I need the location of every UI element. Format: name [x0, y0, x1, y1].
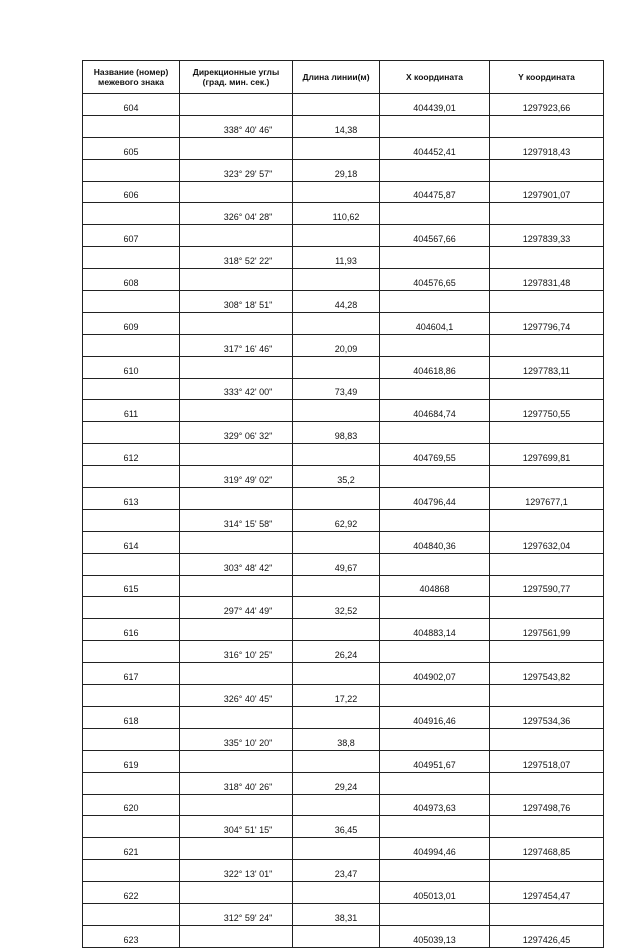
- point-name-cell: 604: [83, 94, 180, 116]
- y-coordinate-cell: 1297699,81: [490, 444, 604, 466]
- point-name-cell: [83, 115, 180, 137]
- direction-angle-cell: 338° 40' 46": [180, 115, 293, 137]
- direction-angle-cell: [180, 225, 293, 247]
- x-coordinate-cell: [380, 816, 490, 838]
- table-row-segment: [83, 291, 604, 313]
- y-coordinate-cell: [490, 597, 604, 619]
- direction-angle-cell: 322° 13' 01": [180, 860, 293, 882]
- y-coordinate-cell: 1297923,66: [490, 94, 604, 116]
- table-row-point: [83, 794, 604, 816]
- y-coordinate-cell: 1297454,47: [490, 882, 604, 904]
- y-coordinate-cell: 1297543,82: [490, 663, 604, 685]
- direction-angle-cell: 312° 59' 24": [180, 903, 293, 925]
- x-coordinate-cell: 404796,44: [380, 488, 490, 510]
- direction-angle-cell: 335° 10' 20": [180, 728, 293, 750]
- x-coordinate-cell: [380, 641, 490, 663]
- line-length-cell: 26,24: [293, 641, 380, 663]
- direction-angle-cell: 318° 40' 26": [180, 772, 293, 794]
- point-name-cell: [83, 509, 180, 531]
- point-name-cell: 609: [83, 312, 180, 334]
- point-name-cell: [83, 772, 180, 794]
- line-length-cell: 36,45: [293, 816, 380, 838]
- point-name-cell: 617: [83, 663, 180, 685]
- table-row-segment: [83, 378, 604, 400]
- y-coordinate-cell: [490, 422, 604, 444]
- x-coordinate-cell: 405039,13: [380, 925, 490, 947]
- x-coordinate-cell: 404475,87: [380, 181, 490, 203]
- table-row-point: [83, 181, 604, 203]
- point-name-cell: 621: [83, 838, 180, 860]
- line-length-cell: 49,67: [293, 553, 380, 575]
- line-length-cell: [293, 137, 380, 159]
- direction-angle-cell: [180, 619, 293, 641]
- point-name-cell: [83, 816, 180, 838]
- y-coordinate-cell: [490, 247, 604, 269]
- point-name-cell: 613: [83, 488, 180, 510]
- point-name-cell: [83, 334, 180, 356]
- x-coordinate-cell: [380, 247, 490, 269]
- table-row-segment: [83, 903, 604, 925]
- y-coordinate-cell: [490, 816, 604, 838]
- point-name-cell: 611: [83, 400, 180, 422]
- table-row-segment: [83, 641, 604, 663]
- x-coordinate-cell: 404439,01: [380, 94, 490, 116]
- point-name-cell: 612: [83, 444, 180, 466]
- table-row-point: [83, 94, 604, 116]
- x-coordinate-cell: 404618,86: [380, 356, 490, 378]
- y-coordinate-cell: 1297839,33: [490, 225, 604, 247]
- x-coordinate-cell: [380, 509, 490, 531]
- direction-angle-cell: [180, 356, 293, 378]
- x-coordinate-cell: [380, 203, 490, 225]
- point-name-cell: [83, 903, 180, 925]
- y-coordinate-cell: 1297561,99: [490, 619, 604, 641]
- point-name-cell: 619: [83, 750, 180, 772]
- y-coordinate-cell: [490, 772, 604, 794]
- point-name-cell: [83, 291, 180, 313]
- table-row-point: [83, 137, 604, 159]
- y-coordinate-cell: [490, 291, 604, 313]
- point-name-cell: [83, 685, 180, 707]
- direction-angle-cell: 333° 42' 00": [180, 378, 293, 400]
- direction-angle-cell: 319° 49' 02": [180, 466, 293, 488]
- line-length-cell: 38,31: [293, 903, 380, 925]
- point-name-cell: [83, 422, 180, 444]
- table-row-segment: [83, 860, 604, 882]
- x-coordinate-cell: 405013,01: [380, 882, 490, 904]
- table-row-point: [83, 706, 604, 728]
- line-length-cell: [293, 663, 380, 685]
- header-length: Длина линии(м): [293, 61, 380, 94]
- point-name-cell: [83, 378, 180, 400]
- header-angle: Дирекционные углы (град. мин. сек.): [180, 61, 293, 94]
- point-name-cell: [83, 159, 180, 181]
- line-length-cell: [293, 400, 380, 422]
- direction-angle-cell: 318° 52' 22": [180, 247, 293, 269]
- direction-angle-cell: [180, 925, 293, 947]
- line-length-cell: [293, 356, 380, 378]
- point-name-cell: 623: [83, 925, 180, 947]
- line-length-cell: [293, 838, 380, 860]
- direction-angle-cell: 304° 51' 15": [180, 816, 293, 838]
- x-coordinate-cell: 404973,63: [380, 794, 490, 816]
- y-coordinate-cell: [490, 641, 604, 663]
- y-coordinate-cell: [490, 509, 604, 531]
- line-length-cell: [293, 488, 380, 510]
- point-name-cell: 615: [83, 575, 180, 597]
- table-row-point: [83, 619, 604, 641]
- x-coordinate-cell: 404994,46: [380, 838, 490, 860]
- table-row-segment: [83, 334, 604, 356]
- x-coordinate-cell: [380, 115, 490, 137]
- line-length-cell: [293, 444, 380, 466]
- table-row-point: [83, 925, 604, 947]
- line-length-cell: 14,38: [293, 115, 380, 137]
- table-row-segment: [83, 159, 604, 181]
- line-length-cell: [293, 794, 380, 816]
- x-coordinate-cell: [380, 466, 490, 488]
- table-row-point: [83, 400, 604, 422]
- line-length-cell: 62,92: [293, 509, 380, 531]
- header-x: X координата: [380, 61, 490, 94]
- point-name-cell: [83, 247, 180, 269]
- header-y: Y координата: [490, 61, 604, 94]
- direction-angle-cell: [180, 838, 293, 860]
- x-coordinate-cell: [380, 159, 490, 181]
- y-coordinate-cell: 1297590,77: [490, 575, 604, 597]
- direction-angle-cell: [180, 575, 293, 597]
- y-coordinate-cell: [490, 553, 604, 575]
- line-length-cell: 44,28: [293, 291, 380, 313]
- point-name-cell: [83, 466, 180, 488]
- point-name-cell: 605: [83, 137, 180, 159]
- line-length-cell: 29,18: [293, 159, 380, 181]
- table-body: [83, 94, 604, 948]
- table-row-segment: [83, 685, 604, 707]
- direction-angle-cell: [180, 181, 293, 203]
- table-row-segment: [83, 728, 604, 750]
- direction-angle-cell: [180, 137, 293, 159]
- coordinates-table: [82, 60, 604, 948]
- y-coordinate-cell: 1297750,55: [490, 400, 604, 422]
- table-row-segment: [83, 597, 604, 619]
- x-coordinate-cell: [380, 334, 490, 356]
- direction-angle-cell: [180, 269, 293, 291]
- line-length-cell: 29,24: [293, 772, 380, 794]
- line-length-cell: 20,09: [293, 334, 380, 356]
- table-row-segment: [83, 247, 604, 269]
- table-row-segment: [83, 772, 604, 794]
- direction-angle-cell: [180, 882, 293, 904]
- direction-angle-cell: 314° 15' 58": [180, 509, 293, 531]
- y-coordinate-cell: 1297783,11: [490, 356, 604, 378]
- direction-angle-cell: 303° 48' 42": [180, 553, 293, 575]
- y-coordinate-cell: [490, 115, 604, 137]
- table-row-segment: [83, 422, 604, 444]
- point-name-cell: 616: [83, 619, 180, 641]
- direction-angle-cell: [180, 750, 293, 772]
- x-coordinate-cell: 404567,66: [380, 225, 490, 247]
- y-coordinate-cell: 1297468,85: [490, 838, 604, 860]
- line-length-cell: [293, 925, 380, 947]
- x-coordinate-cell: [380, 685, 490, 707]
- direction-angle-cell: 326° 04' 28": [180, 203, 293, 225]
- point-name-cell: [83, 553, 180, 575]
- y-coordinate-cell: [490, 334, 604, 356]
- point-name-cell: 622: [83, 882, 180, 904]
- table-row-segment: [83, 816, 604, 838]
- point-name-cell: 614: [83, 531, 180, 553]
- table-row-point: [83, 882, 604, 904]
- table-row-point: [83, 663, 604, 685]
- y-coordinate-cell: [490, 203, 604, 225]
- x-coordinate-cell: [380, 378, 490, 400]
- direction-angle-cell: 317° 16' 46": [180, 334, 293, 356]
- table-row-segment: [83, 509, 604, 531]
- direction-angle-cell: 316° 10' 25": [180, 641, 293, 663]
- table-row-point: [83, 575, 604, 597]
- direction-angle-cell: [180, 706, 293, 728]
- y-coordinate-cell: 1297901,07: [490, 181, 604, 203]
- x-coordinate-cell: [380, 291, 490, 313]
- y-coordinate-cell: 1297677,1: [490, 488, 604, 510]
- x-coordinate-cell: [380, 553, 490, 575]
- point-name-cell: 620: [83, 794, 180, 816]
- x-coordinate-cell: 404883,14: [380, 619, 490, 641]
- x-coordinate-cell: 404868: [380, 575, 490, 597]
- point-name-cell: [83, 728, 180, 750]
- line-length-cell: [293, 575, 380, 597]
- line-length-cell: 35,2: [293, 466, 380, 488]
- line-length-cell: 73,49: [293, 378, 380, 400]
- direction-angle-cell: 297° 44' 49": [180, 597, 293, 619]
- x-coordinate-cell: [380, 772, 490, 794]
- direction-angle-cell: [180, 663, 293, 685]
- x-coordinate-cell: 404769,55: [380, 444, 490, 466]
- y-coordinate-cell: [490, 728, 604, 750]
- direction-angle-cell: 329° 06' 32": [180, 422, 293, 444]
- table-row-segment: [83, 203, 604, 225]
- table-row-point: [83, 531, 604, 553]
- table-row-point: [83, 269, 604, 291]
- y-coordinate-cell: 1297632,04: [490, 531, 604, 553]
- line-length-cell: [293, 181, 380, 203]
- direction-angle-cell: 308° 18' 51": [180, 291, 293, 313]
- line-length-cell: [293, 619, 380, 641]
- x-coordinate-cell: 404684,74: [380, 400, 490, 422]
- line-length-cell: [293, 312, 380, 334]
- x-coordinate-cell: 404452,41: [380, 137, 490, 159]
- point-name-cell: [83, 641, 180, 663]
- table-row-segment: [83, 466, 604, 488]
- direction-angle-cell: 326° 40' 45": [180, 685, 293, 707]
- point-name-cell: [83, 860, 180, 882]
- point-name-cell: 608: [83, 269, 180, 291]
- line-length-cell: 38,8: [293, 728, 380, 750]
- direction-angle-cell: 323° 29' 57": [180, 159, 293, 181]
- x-coordinate-cell: 404576,65: [380, 269, 490, 291]
- table-row-point: [83, 356, 604, 378]
- x-coordinate-cell: [380, 903, 490, 925]
- direction-angle-cell: [180, 488, 293, 510]
- x-coordinate-cell: 404902,07: [380, 663, 490, 685]
- x-coordinate-cell: 404916,46: [380, 706, 490, 728]
- point-name-cell: 606: [83, 181, 180, 203]
- line-length-cell: 23,47: [293, 860, 380, 882]
- table-header-row: [83, 61, 604, 94]
- x-coordinate-cell: 404951,67: [380, 750, 490, 772]
- y-coordinate-cell: 1297831,48: [490, 269, 604, 291]
- x-coordinate-cell: [380, 422, 490, 444]
- line-length-cell: [293, 750, 380, 772]
- table-row-point: [83, 225, 604, 247]
- x-coordinate-cell: 404604,1: [380, 312, 490, 334]
- x-coordinate-cell: 404840,36: [380, 531, 490, 553]
- point-name-cell: 610: [83, 356, 180, 378]
- line-length-cell: [293, 225, 380, 247]
- y-coordinate-cell: 1297918,43: [490, 137, 604, 159]
- line-length-cell: 17,22: [293, 685, 380, 707]
- point-name-cell: [83, 597, 180, 619]
- x-coordinate-cell: [380, 728, 490, 750]
- y-coordinate-cell: [490, 685, 604, 707]
- line-length-cell: 11,93: [293, 247, 380, 269]
- table-row-point: [83, 750, 604, 772]
- direction-angle-cell: [180, 400, 293, 422]
- table-row-point: [83, 838, 604, 860]
- y-coordinate-cell: 1297796,74: [490, 312, 604, 334]
- y-coordinate-cell: [490, 159, 604, 181]
- direction-angle-cell: [180, 312, 293, 334]
- table-row-point: [83, 444, 604, 466]
- direction-angle-cell: [180, 444, 293, 466]
- direction-angle-cell: [180, 794, 293, 816]
- line-length-cell: 98,83: [293, 422, 380, 444]
- x-coordinate-cell: [380, 597, 490, 619]
- point-name-cell: 618: [83, 706, 180, 728]
- y-coordinate-cell: [490, 903, 604, 925]
- y-coordinate-cell: 1297518,07: [490, 750, 604, 772]
- point-name-cell: [83, 203, 180, 225]
- table-row-segment: [83, 115, 604, 137]
- line-length-cell: 110,62: [293, 203, 380, 225]
- line-length-cell: [293, 706, 380, 728]
- line-length-cell: [293, 94, 380, 116]
- table-row-segment: [83, 553, 604, 575]
- y-coordinate-cell: 1297426,45: [490, 925, 604, 947]
- direction-angle-cell: [180, 531, 293, 553]
- y-coordinate-cell: 1297534,36: [490, 706, 604, 728]
- y-coordinate-cell: [490, 378, 604, 400]
- line-length-cell: 32,52: [293, 597, 380, 619]
- line-length-cell: [293, 882, 380, 904]
- point-name-cell: 607: [83, 225, 180, 247]
- line-length-cell: [293, 269, 380, 291]
- line-length-cell: [293, 531, 380, 553]
- table-row-point: [83, 312, 604, 334]
- table-row-point: [83, 488, 604, 510]
- header-point: Название (номер) межевого знака: [83, 61, 180, 94]
- y-coordinate-cell: [490, 466, 604, 488]
- x-coordinate-cell: [380, 860, 490, 882]
- y-coordinate-cell: [490, 860, 604, 882]
- direction-angle-cell: [180, 94, 293, 116]
- y-coordinate-cell: 1297498,76: [490, 794, 604, 816]
